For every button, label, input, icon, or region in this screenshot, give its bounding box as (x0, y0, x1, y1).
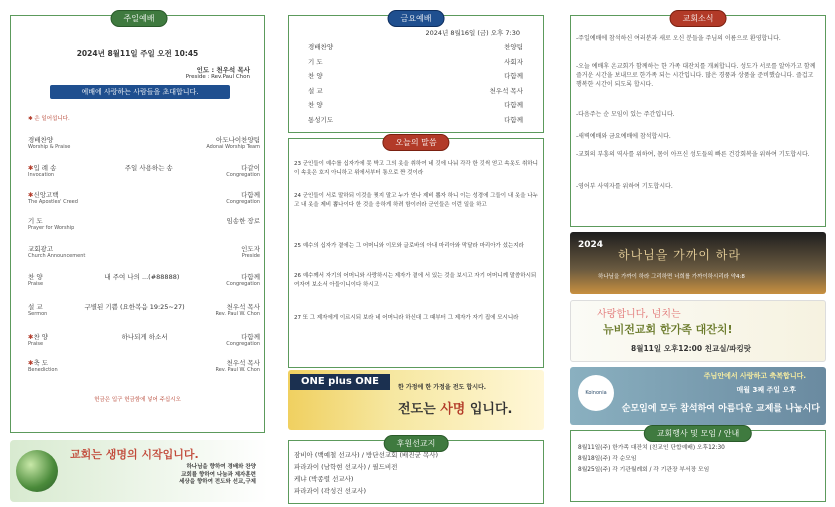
friday-row (308, 71, 523, 80)
friday-row (308, 100, 523, 109)
order-mid: 주일 사용하는 송 (124, 164, 173, 172)
poster2-line2: 뉴비전교회 한가족 대잔치! (603, 323, 733, 336)
news-item: -교회의 부흥의 역사를 위하여, 몸이 아프신 성도들의 빠른 건강회복을 위하여 기도합시다. (576, 151, 810, 158)
order-en (28, 199, 260, 205)
order-mid: 내 주여 나의 ...(#88888) (104, 273, 180, 281)
order-item (28, 190, 260, 205)
order-item (28, 302, 260, 317)
verse: 27 또 그 제자에게 이르시되 보라 네 어머니라 하신대 그 때부터 그 제자가 자기 집에 모시니라 (294, 315, 519, 321)
order-en-name: Church Announcement (28, 253, 86, 259)
order-detail: 다함께 (241, 333, 260, 341)
poster-near-god (570, 232, 826, 294)
news-tab: 교회소식 (670, 10, 727, 27)
verse: 24 군인들이 서로 말하되 이것을 찢지 말고 누가 얻나 제비 뽑자 하니 이는 성경에 그들이 내 옷을 나누고 내 옷을 제비 뽑나이다 한 것을 응하게 하려 함이러라 군인들은 이런 일을 하고 (294, 193, 538, 208)
order-detail: 다같이 (241, 164, 260, 172)
slogan-line: 하나님을 향하여 경배와 찬양 (186, 464, 256, 470)
order-detail: 임송한 장로 (226, 217, 260, 225)
word-tab: 오늘의 말씀 (382, 134, 449, 151)
friday-value: 다함께 (504, 101, 523, 109)
ad-line2-em: 사명 (440, 402, 466, 417)
friday-value: 다함께 (504, 115, 523, 124)
offering-note: 헌금은 입구 헌금함에 넣어 주십시오 (94, 397, 181, 403)
verse: 23 군인들이 예수를 십자가에 못 박고 그의 옷을 취하여 네 깃에 나눠 각각 한 깃씩 얻고 속옷도 취하니 이 속옷은 호지 아니하고 위에서부터 통으로 짠 것이라 (294, 161, 538, 176)
friday-tab: 금요예배 (388, 10, 445, 27)
news-item: -주일예배에 참석하신 여러분과 새로 오신 분들을 주님의 이름으로 환영합니다. (576, 35, 781, 42)
poster3-line3: 순모임에 모두 참석하여 아름다운 교제를 나눕시다 (621, 404, 820, 414)
standing-mark: ✱ (28, 191, 34, 199)
slogan-head: 교회는 생명의 시작입니다. (70, 448, 199, 461)
friday-row (308, 42, 523, 51)
order-title: 신앙고백 (33, 191, 59, 199)
friday-value: 찬양팀 (504, 43, 523, 51)
friday-value: 다함께 (504, 72, 523, 80)
order-en (28, 311, 260, 317)
preacher-en: Preside : Rev.Paul Chon (185, 74, 250, 80)
poster3-line1: 주님안에서 사랑하고 축복합니다. (703, 372, 806, 380)
order-detail: 다함께 (241, 273, 260, 281)
order-detail: 천우석 목사 (226, 303, 260, 311)
news-item: -오늘 예배후 온교회가 함께하는 한 가족 대잔치를 개최합니다. 성도가 서로를 알아가고 함께 즐거운 시간을 보내므로 한가족 되는 시간입니다. 많은 경품과 상품을 준비했습니다. 즐겁고 행복한 시간이 되도록 합시다. (576, 63, 816, 88)
order-detail: 천우석 목사 (226, 359, 260, 367)
standing-mark: ✱ (28, 333, 34, 341)
event-item: 8월25일(주) 각 기관월례회 / 각 기관장 부서장 모임 (578, 467, 710, 473)
order-en-detail: Rev. Paul W. Chon (215, 367, 260, 373)
order-name (28, 244, 53, 253)
slogan-lines (179, 464, 256, 487)
standing-note: ✱ 은 일어섭니다. (28, 116, 70, 122)
order-row (28, 332, 260, 341)
order-row (28, 244, 260, 253)
order-name (28, 216, 43, 225)
invite-banner: 예배에 사랑하는 사람들을 초대합니다. (50, 85, 230, 99)
news-column (570, 10, 826, 500)
order-title: 찬 양 (33, 333, 49, 341)
order-en (28, 367, 260, 373)
globe-icon (16, 450, 58, 492)
order-name (28, 302, 43, 311)
order-en-name: Worship & Praise (28, 144, 71, 150)
order-en (28, 281, 260, 287)
order-item (28, 272, 260, 287)
news-frame (570, 15, 826, 227)
event-item: 8월18일(주) 각 순모임 (578, 456, 637, 462)
missionary-tab: 후원선교지 (384, 435, 449, 452)
order-en (28, 144, 260, 150)
evangelism-ad (288, 370, 544, 430)
order-en (28, 341, 260, 347)
order-row (28, 135, 260, 144)
friday-value: 사회자 (504, 57, 523, 66)
order-en-name: Benediction (28, 367, 58, 373)
order-detail: 아도나이찬양팀 (216, 136, 260, 144)
order-row (28, 302, 260, 311)
order-title: 경배찬양 (28, 136, 54, 144)
friday-label: 통성기도 (308, 115, 334, 124)
friday-label: 기 도 (308, 57, 323, 66)
slogan-box (10, 440, 268, 502)
order-title: 기 도 (28, 217, 43, 225)
order-row (28, 358, 260, 367)
missionary-item: 케냐 (박종렬 선교사) (294, 475, 354, 483)
verse: 26 예수께서 자기의 어머니와 사랑하시는 제자가 곁에 서 있는 것을 보시고 자기 어머니께 말씀하시되 여자여 보소서 아들이니이다 하시고 (294, 273, 537, 288)
missionary-item: 파라과이 (곽성건 선교사) (294, 487, 366, 495)
slogan-line: 세상을 향하여 전도와 선교,구제 (179, 479, 256, 486)
poster2-line3: 8월11일 오후12:00 친교실/파킹랏 (631, 344, 751, 353)
order-item (28, 332, 260, 347)
order-item (28, 163, 260, 178)
slogan-line: 교회를 향하여 나눔과 제자훈련 (181, 471, 256, 478)
worship-date: 2024년 8월11일 주일 오전 10:45 (76, 49, 199, 58)
order-en-detail: Adonai Worship Team (206, 144, 260, 150)
order-name (28, 163, 56, 172)
friday-row (308, 57, 523, 66)
order-row (28, 163, 260, 172)
order-name (28, 190, 59, 199)
worship-column (10, 10, 268, 500)
order-row (28, 216, 260, 225)
preacher-kr: 인도 : 천우석 목사 (196, 66, 250, 74)
order-en-name: Praise (28, 341, 44, 347)
order-title: 설 교 (28, 303, 43, 311)
events-tab: 교회행사 및 모임 / 안내 (644, 425, 752, 442)
order-en-detail: Congregation (226, 199, 260, 205)
order-en-name: The Apostles' Creed (28, 199, 78, 205)
friday-value: 천우석 목사 (489, 86, 523, 95)
poster1-sub: 하나님을 가까이 하라 그리하면 너희를 가까이하시리라 약4:8 (598, 274, 745, 280)
ad-brand: ONE plus ONE (290, 374, 390, 390)
order-name (28, 332, 48, 341)
ad-line1: 한 가정에 한 가정을 전도 합시다. (398, 384, 487, 391)
friday-row (308, 86, 523, 95)
order-detail: 다함께 (241, 191, 260, 199)
order-row (28, 272, 260, 281)
order-en-name: Praise (28, 281, 44, 287)
order-item (28, 216, 260, 231)
friday-label: 찬 양 (308, 101, 323, 109)
verse: 25 예수의 십자가 곁에는 그 어머니와 이모와 글로바의 아내 마리아와 막달라 마리아가 섰는지라 (294, 243, 524, 249)
order-row (28, 190, 260, 199)
order-en (28, 172, 260, 178)
poster1-year: 2024 (578, 240, 604, 250)
worship-tab: 주일예배 (111, 10, 168, 27)
ad-line2 (398, 398, 512, 417)
missionary-item: 파라과이 (남학현 선교사) / 필드비전 (294, 463, 398, 471)
order-en-detail: Congregation (226, 172, 260, 178)
order-title: 축 도 (33, 359, 49, 367)
order-title: 찬 양 (28, 273, 43, 281)
order-detail: 인도자 (241, 245, 260, 253)
order-name (28, 135, 53, 144)
friday-row (308, 115, 523, 124)
friday-datetime: 2024년 8월16일 (금) 오후 7:30 (425, 29, 520, 37)
order-title: 입 례 송 (33, 164, 57, 172)
poster-family-festival (570, 300, 826, 362)
poster2-line1: 사랑합니다, 넘치는 (597, 309, 681, 320)
friday-column (288, 10, 544, 500)
order-name (28, 272, 43, 281)
order-item (28, 135, 260, 150)
order-mid: 구별된 기쁨 (요한복음 19:25~27) (84, 303, 185, 311)
poster-koinonia (570, 367, 826, 425)
ad-line2-pre: 전도는 (398, 402, 441, 417)
friday-label: 경배찬양 (308, 43, 334, 51)
order-en-detail: Congregation (226, 341, 260, 347)
order-en-detail: Preside (241, 253, 260, 259)
order-item (28, 358, 260, 373)
preacher (186, 65, 250, 80)
friday-label: 설 교 (308, 86, 323, 95)
poster3-line2: 매월 3째 주일 오후 (736, 386, 796, 394)
standing-mark: ✱ (28, 359, 34, 367)
order-mid: 하나되게 하소서 (121, 333, 168, 341)
order-en-detail: Congregation (226, 281, 260, 287)
news-item: -영어부 사역자를 위하여 기도합시다. (576, 183, 673, 190)
ad-line2-post: 입니다. (465, 402, 513, 417)
order-en-name: Sermon (28, 311, 48, 317)
poster1-title: 하나님을 가까이 하라 (618, 248, 741, 262)
order-en (28, 225, 260, 231)
koinonia-logo: Koinonia (578, 375, 614, 411)
order-title: 교회광고 (28, 245, 54, 253)
event-item: 8월11일(주) 한가족 대잔치 (친교인 단합예배) 오후12:30 (578, 445, 725, 451)
order-item (28, 244, 260, 259)
news-item: -새벽예배와 금요예배에 참석합시다. (576, 133, 671, 140)
standing-mark: ✱ (28, 164, 34, 172)
order-en-name: Invocation (28, 172, 55, 178)
friday-label: 찬 양 (308, 72, 323, 80)
order-en (28, 253, 260, 259)
order-en-name: Prayer for Worship (28, 225, 75, 231)
order-en-detail: Rev. Paul W. Chon (215, 311, 260, 317)
news-item: -다음주는 순 모임이 있는 주간입니다. (576, 111, 675, 118)
order-name (28, 358, 48, 367)
missionary-item: 잠비아 (백예철 선교사) / 방단선교회 (배진균 목사) (294, 451, 439, 459)
